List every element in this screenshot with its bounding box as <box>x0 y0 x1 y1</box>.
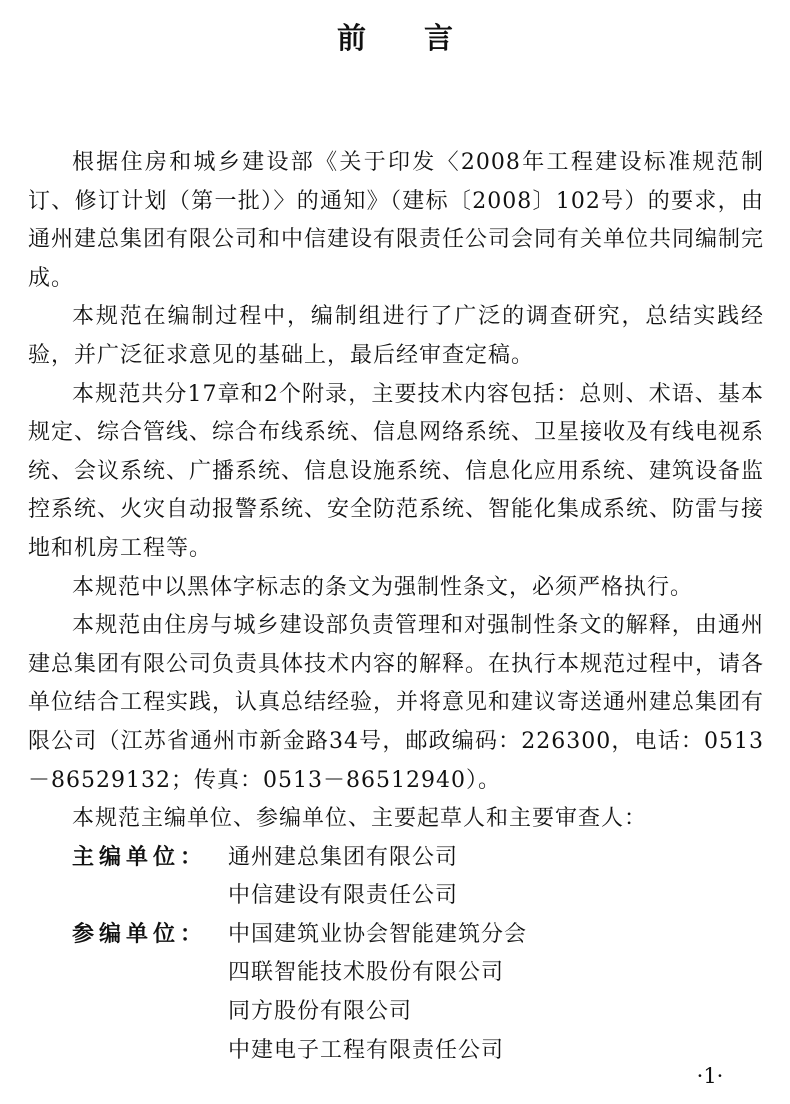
document-body <box>28 144 764 1070</box>
participating-unit: 四联智能技术股份有限公司 <box>228 960 505 986</box>
paragraph-basis: 根据住房和城乡建设部《关于印发〈2008年工程建设标准规范制订、修订计划（第一批）〉的通知》（建标〔2008〕102号）的要求，由通州建总集团有限公司和中信建设有限责任公司会同有关单位共同编制完成。 <box>28 150 765 291</box>
chief-editor-unit: 中信建设有限责任公司 <box>228 883 459 909</box>
chief-editor-list <box>228 839 764 916</box>
paragraph-contents: 本规范共分17章和2个附录，主要技术内容包括：总则、术语、基本规定、综合管线、综合布线系统、信息网络系统、卫星接收及有线电视系统、会议系统、广播系统、信息设施系统、信息化应用系统、建筑设备监控系统、火灾自动报警系统、安全防范系统、智能化集成系统、防雷与接地和机房工程等。 <box>28 381 765 561</box>
participating-unit: 中建电子工程有限责任公司 <box>228 1037 505 1063</box>
participating-section <box>28 916 764 1070</box>
participating-label: 参编单位： <box>72 921 208 947</box>
paragraph-management: 本规范由住房与城乡建设部负责管理和对强制性条文的解释，由通州建总集团有限公司负责具体技术内容的解释。在执行本规范过程中，请各单位结合工程实践，认真总结经验，并将意见和建议寄送通州建总集团有限公司（江苏省通州市新金路34号，邮政编码：226300，电话：0513－86529132；传真：0513－86512940）。 <box>28 613 765 793</box>
participating-unit: 同方股份有限公司 <box>228 999 413 1025</box>
participating-list <box>228 916 764 1070</box>
chief-editor-unit: 通州建总集团有限公司 <box>228 844 459 870</box>
paragraph-process: 本规范在编制过程中，编制组进行了广泛的调查研究，总结实践经验，并广泛征求意见的基础上，最后经审查定稿。 <box>28 304 764 368</box>
page-number: ·1· <box>696 1064 724 1088</box>
participating-unit: 中国建筑业协会智能建筑分会 <box>228 921 528 947</box>
chief-editor-section <box>28 839 764 916</box>
page-title: 前言 <box>336 21 511 55</box>
paragraph-units-intro: 本规范主编单位、参编单位、主要起草人和主要审查人： <box>72 806 648 832</box>
paragraph-mandatory: 本规范中以黑体字标志的条文为强制性条文，必须严格执行。 <box>72 574 694 600</box>
chief-editor-label: 主编单位： <box>72 844 208 870</box>
